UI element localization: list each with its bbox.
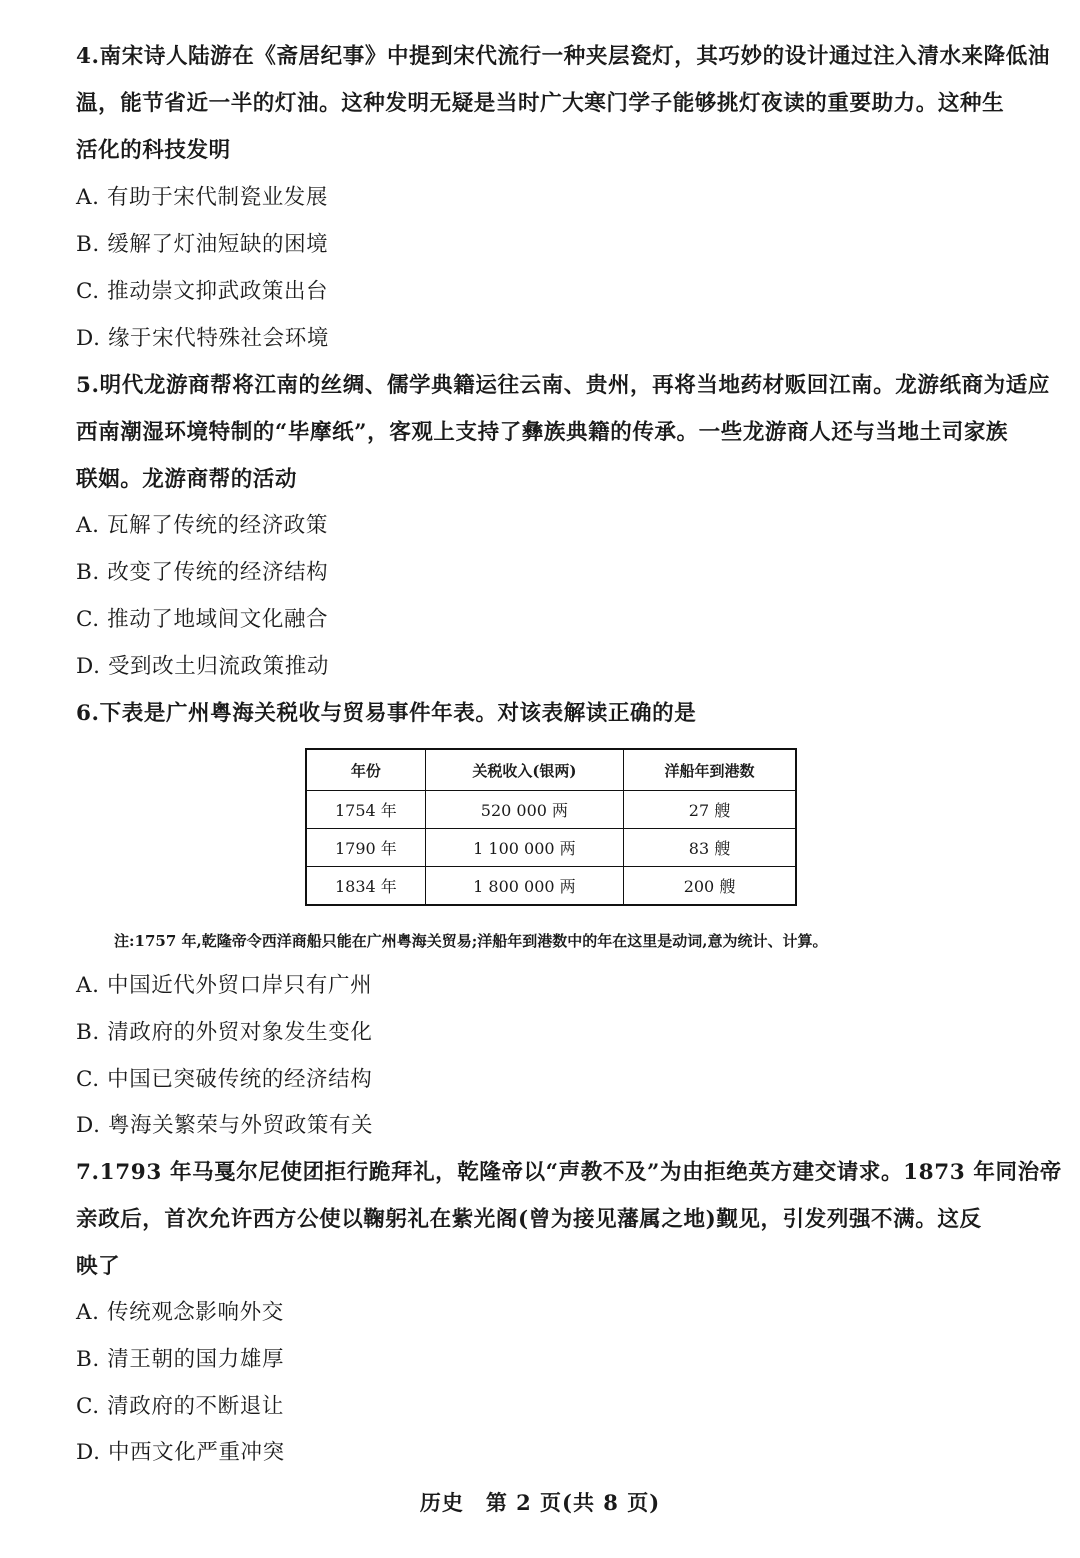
q5-option-c: C. 推动了地域间文化融合 bbox=[76, 607, 329, 632]
table-row bbox=[306, 867, 796, 906]
customs-tax-table bbox=[305, 748, 797, 906]
q5-option-d: D. 受到改土归流政策推动 bbox=[76, 654, 329, 679]
q4-stem-line-1: 4.南宋诗人陆游在《斋居纪事》中提到宋代流行一种夹层瓷灯，其巧妙的设计通过注入清水来降低油 bbox=[76, 44, 1050, 69]
q5-stem-line-3: 联姻。龙游商帮的活动 bbox=[76, 467, 298, 492]
cell-ships: 83 艘 bbox=[624, 829, 796, 867]
q6-option-d: D. 粤海关繁荣与外贸政策有关 bbox=[76, 1113, 374, 1138]
header-tax-income: 关税收入(银两) bbox=[425, 749, 623, 791]
q5-option-b: B. 改变了传统的经济结构 bbox=[76, 560, 329, 585]
q7-option-b: B. 清王朝的国力雄厚 bbox=[76, 1347, 285, 1372]
q6-option-a: A. 中国近代外贸口岸只有广州 bbox=[76, 973, 373, 998]
cell-tax: 1 100 000 两 bbox=[425, 829, 623, 867]
page-footer: 历史 第 2 页(共 8 页) bbox=[419, 1490, 661, 1515]
table-header-row bbox=[306, 749, 796, 791]
q4-option-c: C. 推动崇文抑武政策出台 bbox=[76, 279, 329, 304]
cell-year: 1834 年 bbox=[306, 867, 425, 906]
q4-stem-line-3: 活化的科技发明 bbox=[76, 138, 231, 163]
q4-option-b: B. 缓解了灯油短缺的困境 bbox=[76, 232, 329, 257]
q7-stem-line-1: 7.1793 年马戛尔尼使团拒行跪拜礼，乾隆帝以“声教不及”为由拒绝英方建交请求。1873 年同治帝 bbox=[76, 1160, 1062, 1185]
cell-tax: 520 000 两 bbox=[425, 791, 623, 829]
q6-stem: 6.下表是广州粤海关税收与贸易事件年表。对该表解读正确的是 bbox=[76, 701, 697, 726]
cell-year: 1790 年 bbox=[306, 829, 425, 867]
q5-option-a: A. 瓦解了传统的经济政策 bbox=[76, 513, 328, 538]
header-year: 年份 bbox=[306, 749, 425, 791]
table-row bbox=[306, 791, 796, 829]
q5-stem-line-1: 5.明代龙游商帮将江南的丝绸、儒学典籍运往云南、贵州，再将当地药材贩回江南。龙游纸商为适应 bbox=[76, 373, 1050, 398]
q7-option-c: C. 清政府的不断退让 bbox=[76, 1394, 284, 1419]
q7-stem-line-2: 亲政后，首次允许西方公使以鞠躬礼在紫光阁(曾为接见藩属之地)觐见，引发列强不满。这反 bbox=[76, 1207, 982, 1232]
q7-option-a: A. 传统观念影响外交 bbox=[76, 1300, 284, 1325]
q7-stem-line-3: 映了 bbox=[76, 1254, 121, 1279]
table-row bbox=[306, 829, 796, 867]
header-ship-arrivals: 洋船年到港数 bbox=[624, 749, 796, 791]
q6-option-b: B. 清政府的外贸对象发生变化 bbox=[76, 1020, 373, 1045]
q4-option-a: A. 有助于宋代制瓷业发展 bbox=[76, 185, 328, 210]
q7-option-d: D. 中西文化严重冲突 bbox=[76, 1440, 285, 1465]
cell-ships: 200 艘 bbox=[624, 867, 796, 906]
q4-stem-line-2: 温，能节省近一半的灯油。这种发明无疑是当时广大寒门学子能够挑灯夜读的重要助力。这种生 bbox=[76, 91, 1005, 116]
q6-option-c: C. 中国已突破传统的经济结构 bbox=[76, 1067, 373, 1092]
cell-year: 1754 年 bbox=[306, 791, 425, 829]
table-note: 注:1757 年,乾隆帝令西洋商船只能在广州粤海关贸易;洋船年到港数中的年在这里是动词,意为统计、计算。 bbox=[114, 932, 828, 950]
cell-ships: 27 艘 bbox=[624, 791, 796, 829]
cell-tax: 1 800 000 两 bbox=[425, 867, 623, 906]
q4-option-d: D. 缘于宋代特殊社会环境 bbox=[76, 326, 329, 351]
q5-stem-line-2: 西南潮湿环境特制的“毕摩纸”，客观上支持了彝族典籍的传承。一些龙游商人还与当地土司家族 bbox=[76, 420, 1009, 445]
